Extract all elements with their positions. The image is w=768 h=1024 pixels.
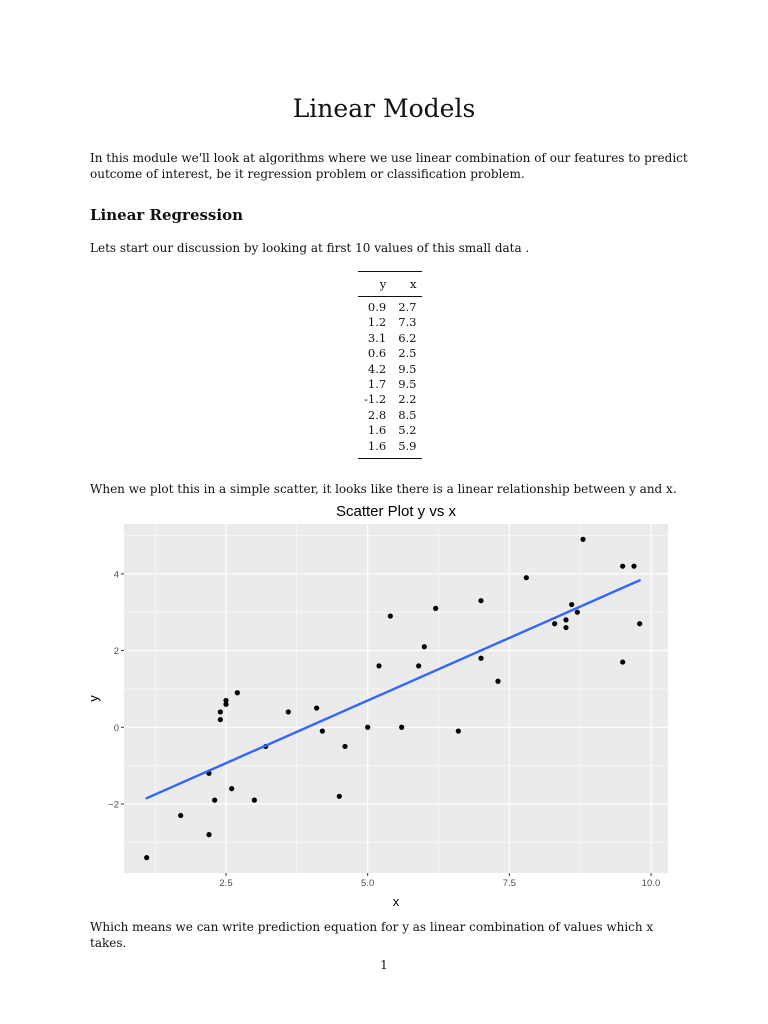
x-tick-label: 5.0 (361, 878, 375, 889)
table-cell: 2.2 (398, 392, 417, 407)
table-cell: 1.6 (358, 439, 392, 459)
table-cell: 6.2 (398, 330, 417, 345)
table-cell: 5.2 (398, 423, 417, 438)
table-cell: 0.6 (367, 346, 387, 361)
table-cell: 2.8 (367, 407, 387, 422)
column-header: y (358, 272, 392, 297)
y-axis-label: y (86, 695, 101, 702)
table-row (358, 439, 422, 459)
x-tick-label: 10.0 (641, 878, 661, 889)
data-point (563, 625, 568, 630)
data-point (144, 855, 149, 860)
intro-paragraph: In this module we'll look at algorithms where we use linear combination of our features to predict outcome of interest, be it regression problem or classification problem. (90, 151, 688, 181)
data-point (178, 813, 183, 818)
data-point (376, 663, 381, 668)
table-cell: 4.2 (367, 361, 387, 376)
page-title: Linear Models (292, 94, 476, 123)
table-cell: 1.2 (367, 315, 387, 330)
table-cell: 5.9 (392, 439, 422, 459)
data-point (252, 798, 257, 803)
table-header-row (358, 272, 422, 297)
scatter-chart (78, 496, 678, 910)
data-point (337, 794, 342, 799)
data-point (416, 663, 421, 668)
data-point (637, 621, 642, 626)
data-point (456, 728, 461, 733)
table-row (358, 331, 422, 346)
conclusion-paragraph: Which means we can write prediction equation for y as linear combination of values which x takes. (90, 920, 654, 950)
table-row (358, 392, 422, 407)
data-point (314, 705, 319, 710)
data-point (631, 564, 636, 569)
data-point (563, 617, 568, 622)
data-point (422, 644, 427, 649)
table-row (358, 297, 422, 316)
table-cell: 2.7 (398, 300, 417, 314)
section-heading: Linear Regression (90, 206, 243, 224)
table-intro-paragraph: Lets start our discussion by looking at first 10 values of this small data . (90, 241, 530, 255)
data-point (433, 606, 438, 611)
table-cell: 1.6 (367, 423, 387, 438)
table-row (358, 315, 422, 330)
table-cell: 8.5 (398, 407, 417, 422)
data-point (286, 709, 291, 714)
page-number: 1 (380, 958, 388, 972)
data-point (320, 728, 325, 733)
y-tick-label: 0 (113, 722, 119, 734)
data-point (235, 690, 240, 695)
data-point (524, 575, 529, 580)
x-tick-label: 2.5 (219, 878, 233, 889)
data-point (478, 656, 483, 661)
data-point (388, 613, 393, 618)
data-point (399, 725, 404, 730)
data-point (575, 610, 580, 615)
data-point (365, 725, 370, 730)
table-row (358, 346, 422, 361)
table-cell: 2.5 (398, 346, 417, 361)
table-row (358, 362, 422, 377)
table-cell: 1.7 (367, 377, 387, 392)
chart-title: Scatter Plot y vs x (335, 503, 457, 520)
table-cell: 0.9 (367, 300, 387, 314)
data-point (569, 602, 574, 607)
table-row (358, 408, 422, 423)
table-row (358, 423, 422, 438)
data-point (218, 717, 223, 722)
column-header: x (392, 272, 422, 297)
data-point (478, 598, 483, 603)
data-point (229, 786, 234, 791)
x-axis-label: x (392, 894, 400, 909)
data-point (223, 698, 228, 703)
table-row (358, 377, 422, 392)
data-point (212, 798, 217, 803)
data-table (358, 271, 422, 459)
data-point (342, 744, 347, 749)
plot-panel (124, 524, 668, 873)
data-point (620, 659, 625, 664)
data-point (580, 537, 585, 542)
table-cell: 7.3 (398, 315, 417, 330)
y-tick-label: 2 (113, 646, 119, 658)
y-tick-label: −2 (108, 799, 119, 811)
x-tick-label: 7.5 (502, 878, 516, 889)
data-point (218, 709, 223, 714)
y-tick-label: 4 (113, 569, 119, 581)
table-cell: 3.1 (367, 330, 387, 345)
data-point (620, 564, 625, 569)
table-cell: 9.5 (398, 377, 417, 392)
table-cell: -1.2 (364, 392, 387, 407)
table-cell: 9.5 (398, 361, 417, 376)
scatter-intro-paragraph: When we plot this in a simple scatter, it looks like there is a linear relationship between y and x. (90, 482, 677, 496)
data-point (552, 621, 557, 626)
data-point (206, 832, 211, 837)
data-point (495, 679, 500, 684)
